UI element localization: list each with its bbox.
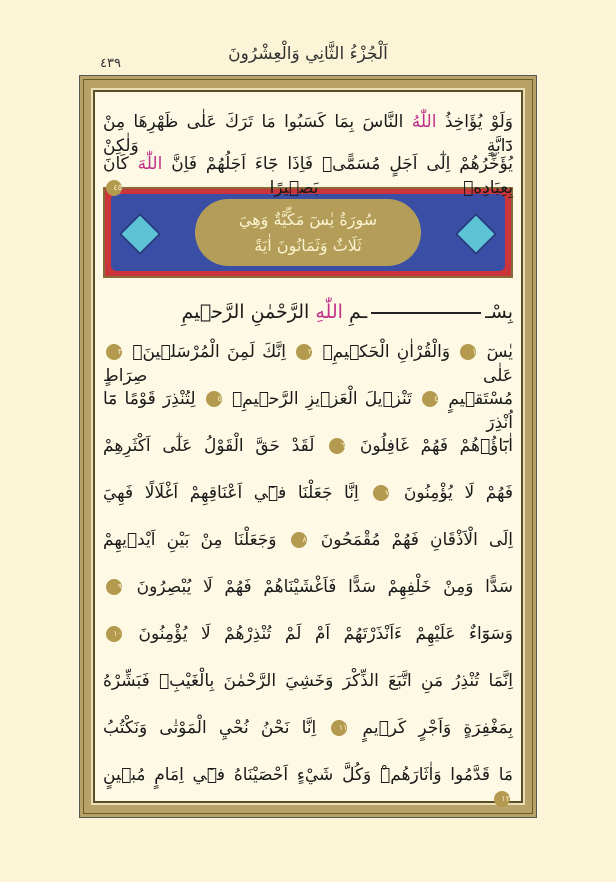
juz-header: اَلْجُزْءُ الثَّانِي وَالْعِشْرُونَ [228, 44, 388, 64]
verse-number-marker: ١٠ [106, 626, 122, 642]
verse-number-marker: ١ [460, 344, 476, 360]
verse-line [103, 434, 513, 458]
verse-text: اِنَّمَا تُنْذِرُ مَنِ اتَّبَعَ الذِّكْرَ وَخَشِيَ الرَّحْمٰنَ بِالْغَيْبِۚ فَبَشِّرْهُ [103, 671, 513, 691]
verse-text: اِنَّكَ لَمِنَ الْمُرْسَل۪ينَۙ [132, 342, 286, 362]
verse-text: بِمَغْفِرَةٍ وَاَجْرٍ كَر۪يمٍ [362, 718, 514, 738]
verse-number-marker: ٩ [106, 579, 122, 595]
verse-text: لِتُنْذِرَ قَوْمًا مَٓا اُنْذِرَ [103, 389, 513, 433]
verse-line [103, 340, 513, 388]
verse-line [103, 387, 513, 435]
verse-number-marker: ٤ [422, 391, 438, 407]
verse-number-marker: ٤٥ [106, 180, 122, 196]
verse-line [103, 152, 513, 200]
verse-number-marker: ١١ [331, 720, 347, 736]
verse-number-marker: ٧ [373, 485, 389, 501]
verse-number-marker: ٨ [291, 532, 307, 548]
page-number: ٤٣٩ [100, 56, 121, 71]
verse-text: وَالْقُرْاٰنِ الْحَك۪يمِۙ [322, 342, 451, 362]
basmala-tail: الرَّحْمٰنِ الرَّح۪يمِ [181, 301, 310, 323]
verse-number-marker: ٢ [296, 344, 312, 360]
verse-line [103, 575, 513, 599]
verse-text: يٰسٓ [486, 342, 514, 362]
verse-text: كَانَ بِعِبَادِهٖ بَص۪يرًا [103, 154, 514, 198]
surah-title-line2: ثَلَاثٌ وَثَمَانُونَ اٰيَةً [254, 235, 362, 255]
verse-text: اِلَى الْاَذْقَانِ فَهُمْ مُقْمَحُونَ [320, 530, 514, 550]
verse-number-marker: ٣ [106, 344, 122, 360]
verse-number-marker: ١٢ [494, 791, 510, 807]
basmala-stroke [371, 312, 481, 314]
verse-text: فَهُمْ لَا يُؤْمِنُونَ [403, 483, 513, 503]
verse-text: سَدًّا وَمِنْ خَلْفِهِمْ سَدًّا فَاَغْشَيْنَاهُمْ فَهُمْ لَا يُبْصِرُونَ [136, 577, 513, 597]
verse-text: اٰبَٓاؤُ۬هُمْ فَهُمْ غَافِلُونَ [359, 436, 513, 456]
basmala-allah: اللّٰهِ [315, 301, 343, 323]
verse-text: وَسَوَٓاءٌ عَلَيْهِمْ ءَاَنْذَرْتَهُمْ اَمْ لَمْ تُنْذِرْهُمْ لَا يُؤْمِنُونَ [138, 624, 513, 644]
verse-text: اِنَّا نَحْنُ نُحْيِ الْمَوْتٰى وَنَكْتُبُ [103, 718, 317, 738]
verse-line [103, 110, 513, 158]
verse-text: مُسْتَق۪يمٍ [448, 389, 514, 409]
allah-word: اللّٰهَ [137, 154, 163, 174]
verse-line [103, 763, 513, 811]
verse-number-marker: ٦ [329, 438, 345, 454]
verse-text: وَلَوْ يُؤَاخِذُ [444, 112, 514, 132]
basmala [103, 290, 513, 334]
verse-text: عَلٰى صِرَاطٍ [103, 366, 513, 386]
verse-line [103, 481, 513, 505]
verse-text: وَجَعَلْنَا مِنْ بَيْنِ اَيْد۪يهِمْ [103, 530, 277, 550]
allah-word: اللّٰهُ [411, 112, 437, 132]
surah-banner [103, 187, 513, 278]
basmala-mi: ـمِ [348, 301, 368, 323]
verse-line [103, 622, 513, 646]
verse-text: تَنْز۪يلَ الْعَز۪يزِ الرَّح۪يمِۙ [231, 389, 412, 409]
basmala-bism: بِسْـ [485, 301, 513, 323]
verse-line [103, 716, 513, 740]
verse-line [103, 528, 513, 552]
verse-text: اِنَّا جَعَلْنَا ف۪ٓي اَعْنَاقِهِمْ اَغْلَالًا فَهِيَ [103, 483, 359, 503]
verse-text: لَقَدْ حَقَّ الْقَوْلُ عَلٰٓى اَكْثَرِهِمْ [103, 436, 315, 456]
verse-text: مَا قَدَّمُوا وَاٰثَارَهُمْۜ وَكُلَّ شَيْءٍ اَحْصَيْنَاهُ ف۪ٓي اِمَامٍ مُب۪ينٍ [103, 765, 513, 785]
surah-title-line1: سُورَةُ يٰسٓ مَكِّيَّةٌ وَهِيَ [238, 209, 378, 229]
verse-text: النَّاسَ بِمَا كَسَبُوا مَا تَرَكَ عَلٰى ظَهْرِهَا مِنْ دَٓابَّةٍ وَلٰكِنْ [103, 112, 513, 156]
verse-number-marker: ٥ [206, 391, 222, 407]
surah-title-cartouche [195, 199, 421, 266]
verse-text: يُؤَخِّرُهُمْ اِلٰٓى اَجَلٍ مُسَمًّىۚ فَاِذَا جَٓاءَ اَجَلُهُمْ فَاِنَّ [171, 154, 513, 174]
verse-line [103, 669, 513, 693]
